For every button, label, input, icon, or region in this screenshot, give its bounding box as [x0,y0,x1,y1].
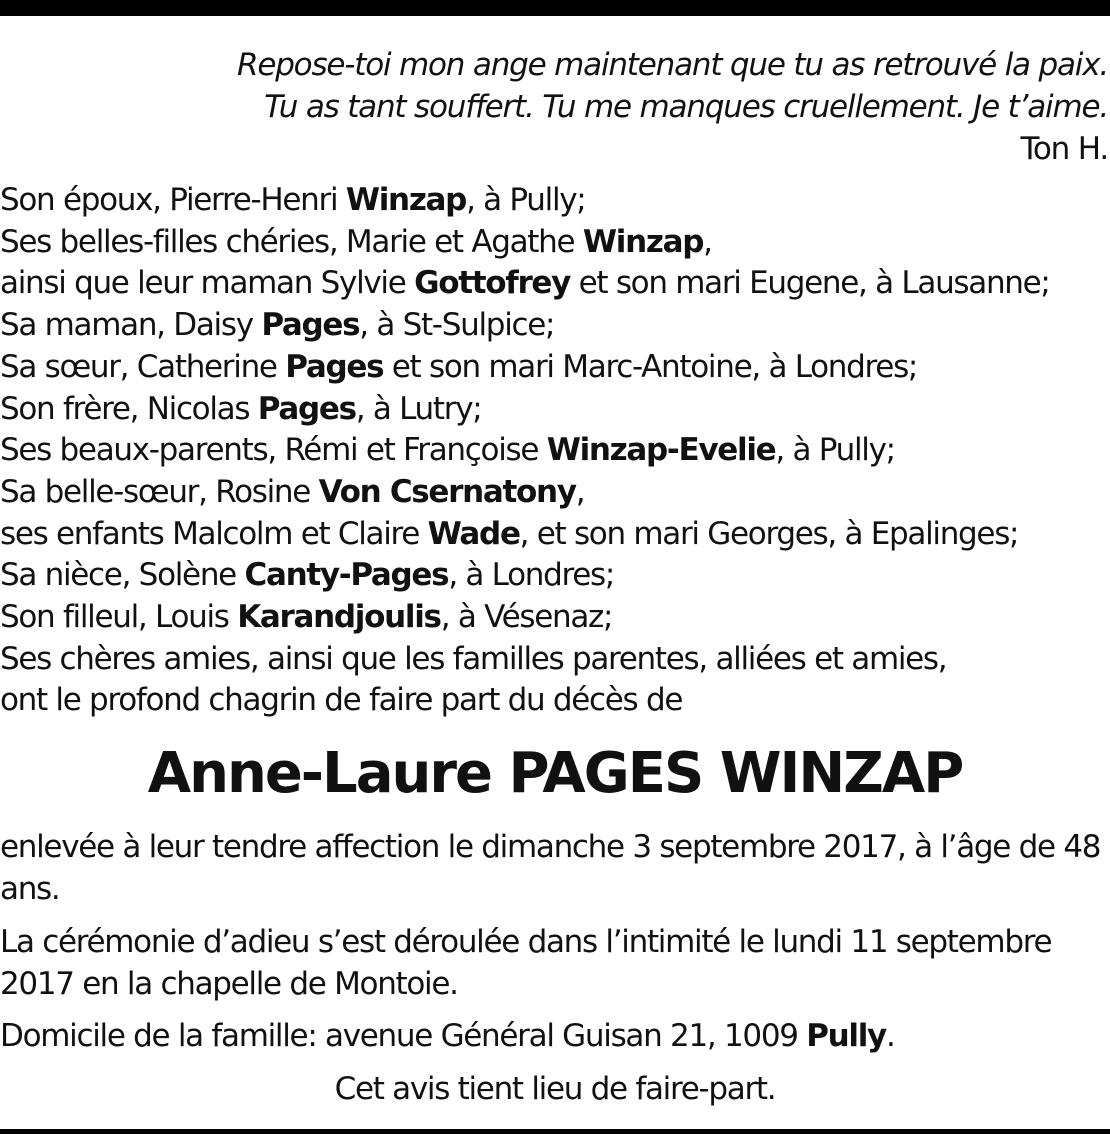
family-surname: Karandjoulis [237,599,441,636]
family-surname: Winzap [582,223,704,260]
family-line-text: , [575,473,585,510]
family-line-text: Sa maman, Daisy [0,307,262,344]
family-surname: Von Csernatony [318,473,576,510]
family-line-text: , à Pully; [775,432,895,469]
family-line-text: , [703,223,712,260]
family-line-text: Ses chères amies, ainsi que les familles parentes, alliées et amies, [0,640,947,677]
family-line-text: ainsi que leur maman Sylvie [0,265,415,302]
family-line [0,263,1110,305]
quote-signature: Ton H. [1020,131,1108,167]
family-surname: Wade [427,515,520,552]
domicile-paragraph [0,1015,1110,1057]
family-line-text: Ses beaux-parents, Rémi et Françoise [0,432,547,469]
family-line-text: Sa nièce, Solène [0,557,245,594]
family-line [0,222,1110,264]
family-line-text: , à Lutry; [355,390,482,427]
family-line-text: et son mari Eugene, à Lausanne; [570,265,1050,302]
family-surname: Pages [261,307,360,344]
family-line [0,680,1110,722]
family-line [0,514,1110,556]
domicile-punct: . [885,1018,895,1054]
family-surname: Winzap-Evelie [546,432,776,469]
epigraph-quote [237,44,1108,170]
family-line [0,430,1110,472]
family-line [0,305,1110,347]
deceased-name: Anne-Laure PAGES WINZAP [147,741,963,806]
family-surname: Canty-Pages [244,557,449,594]
family-line-text: Sa sœur, Catherine [0,348,286,385]
family-line-text: ont le profond chagrin de faire part du décès de [0,682,683,719]
family-line [0,389,1110,431]
family-line-text: Son filleul, Louis [0,599,238,636]
top-rule [0,0,1110,16]
quote-line: Repose-toi mon ange maintenant que tu as retrouvé la paix. [236,47,1108,83]
bottom-rule [0,1129,1110,1134]
family-list [0,180,1110,722]
family-surname: Pages [285,348,384,385]
family-line-text: Son frère, Nicolas [0,390,258,427]
family-line-text: Ses belles-filles chéries, Marie et Agathe [0,223,583,260]
family-surname: Winzap [345,182,467,218]
closing-note: Cet avis tient lieu de faire-part. [334,1071,776,1107]
family-surname: Pages [257,390,356,427]
death-paragraph: enlevée à leur tendre affection le dimanche 3 septembre 2017, à l’âge de 48 ans. [0,829,1101,907]
family-line-text: , et son mari Georges, à Epalinges; [519,515,1019,552]
family-line [0,180,1110,222]
domicile-place: Pully [806,1018,886,1054]
family-line-text: Son époux, Pierre-Henri [0,182,346,218]
family-line-text: , à Vésenaz; [440,599,613,636]
family-line-text: ses enfants Malcolm et Claire [0,515,428,552]
family-line-text: , à Pully; [466,182,586,218]
domicile-text: Domicile de la famille: avenue Général Guisan 21, 1009 [0,1018,807,1054]
family-line-text: Sa belle-sœur, Rosine [0,473,319,510]
ceremony-paragraph: La cérémonie d’adieu s’est déroulée dans l’intimité le lundi 11 septembre 2017 en la chapelle de Montoie. [0,924,1052,1002]
family-line-text: , à Londres; [448,557,615,594]
quote-line: Tu as tant souffert. Tu me manques cruellement. Je t’aime. [264,89,1108,125]
family-line [0,555,1110,597]
family-line [0,639,1110,681]
family-line [0,472,1110,514]
family-line [0,347,1110,389]
family-line [0,597,1110,639]
family-line-text: , à St-Sulpice; [359,307,555,344]
family-line-text: et son mari Marc-Antoine, à Londres; [383,348,918,385]
family-surname: Gottofrey [414,265,571,302]
